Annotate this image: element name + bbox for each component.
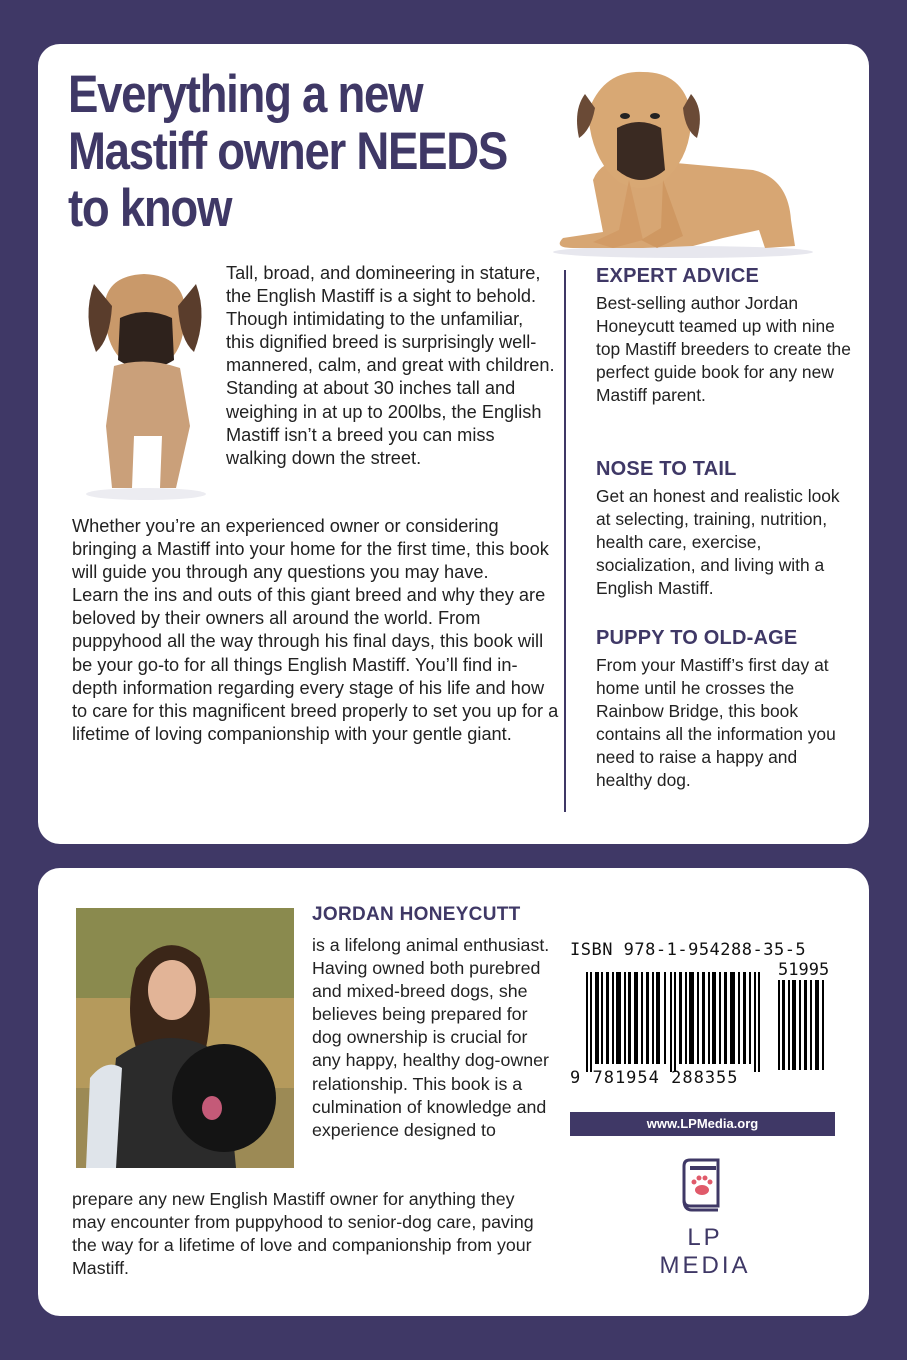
mastiff-puppy-photo xyxy=(76,256,216,501)
intro-paragraph-short: Tall, broad, and domineering in stature, the English Mastiff is a sight to behold. Though intimidating to the unfamiliar, this dignified breed is surprisingly well-mannered, calm, and great with children. Standing at about 30 inches tall and weighing in at up to 200lbs, the English Mastiff isn’t a breed you can miss walking down the street. xyxy=(226,263,555,468)
column-divider xyxy=(564,270,566,812)
price-barcode xyxy=(778,980,826,1070)
price-code: 51995 xyxy=(778,960,830,980)
bottom-panel xyxy=(38,868,869,1316)
feature-puppy-to-old-age xyxy=(596,626,851,793)
lp-media-logo-text: LP MEDIA xyxy=(659,1224,751,1279)
author-bio-long: prepare any new English Mastiff owner for anything they may encounter from puppyhood to senior-dog care, paving the way for a lifetime of love and companionship from your Mastiff. xyxy=(72,1189,534,1279)
feature-heading: EXPERT ADVICE xyxy=(596,265,760,287)
feature-heading: PUPPY TO OLD-AGE xyxy=(596,627,798,649)
feature-heading: NOSE TO TAIL xyxy=(596,458,737,480)
book-paw-logo-icon xyxy=(682,1158,724,1214)
author-name: JORDAN HONEYCUTT xyxy=(312,904,521,925)
isbn-label: ISBN 978-1-954288-35-5 xyxy=(570,940,807,960)
feature-text: Best-selling author Jordan Honeycutt teamed up with nine top Mastiff breeders to create the perfect guide book for any new Mastiff parent. xyxy=(596,293,851,406)
barcode-digits: 9 781954 288355 xyxy=(570,1068,739,1088)
headline: Everything a new Mastiff owner NEEDS to know xyxy=(68,65,507,238)
author-photo xyxy=(76,908,294,1168)
adult-mastiff-photo xyxy=(533,60,813,258)
website-link[interactable]: www.LPMedia.org xyxy=(570,1112,835,1136)
top-panel xyxy=(38,44,869,844)
feature-nose-to-tail xyxy=(596,457,851,600)
feature-expert-advice xyxy=(596,264,851,407)
feature-text: From your Mastiff’s first day at home until he crosses the Rainbow Bridge, this book contains all the information you need to raise a happy and healthy dog. xyxy=(596,655,836,791)
author-bio-short: is a lifelong animal enthusiast. Having owned both purebred and mixed-breed dogs, she believes being prepared for dog ownership is crucial for any happy, healthy dog-owner relationship. This book is a culmination of knowledge and experience designed to xyxy=(312,935,550,1140)
isbn-barcode xyxy=(586,972,766,1072)
feature-text: Get an honest and realistic look at selecting, training, nutrition, health care, exercise, socialization, and living with a English Mastiff. xyxy=(596,486,840,599)
intro-paragraph-long: Whether you’re an experienced owner or considering bringing a Mastiff into your home for the first time, this book will guide you through any questions you may have. Learn the ins and outs of this giant breed and why they are beloved by their owners all around the world. From puppyhood all the way through his final days, this book will be your go-to for all things English Mastiff. You’ll find in-depth information regarding every stage of his life and how to care for this magnificent breed properly to set you up for a lifetime of loving companionship with your gentle giant. xyxy=(72,516,559,744)
